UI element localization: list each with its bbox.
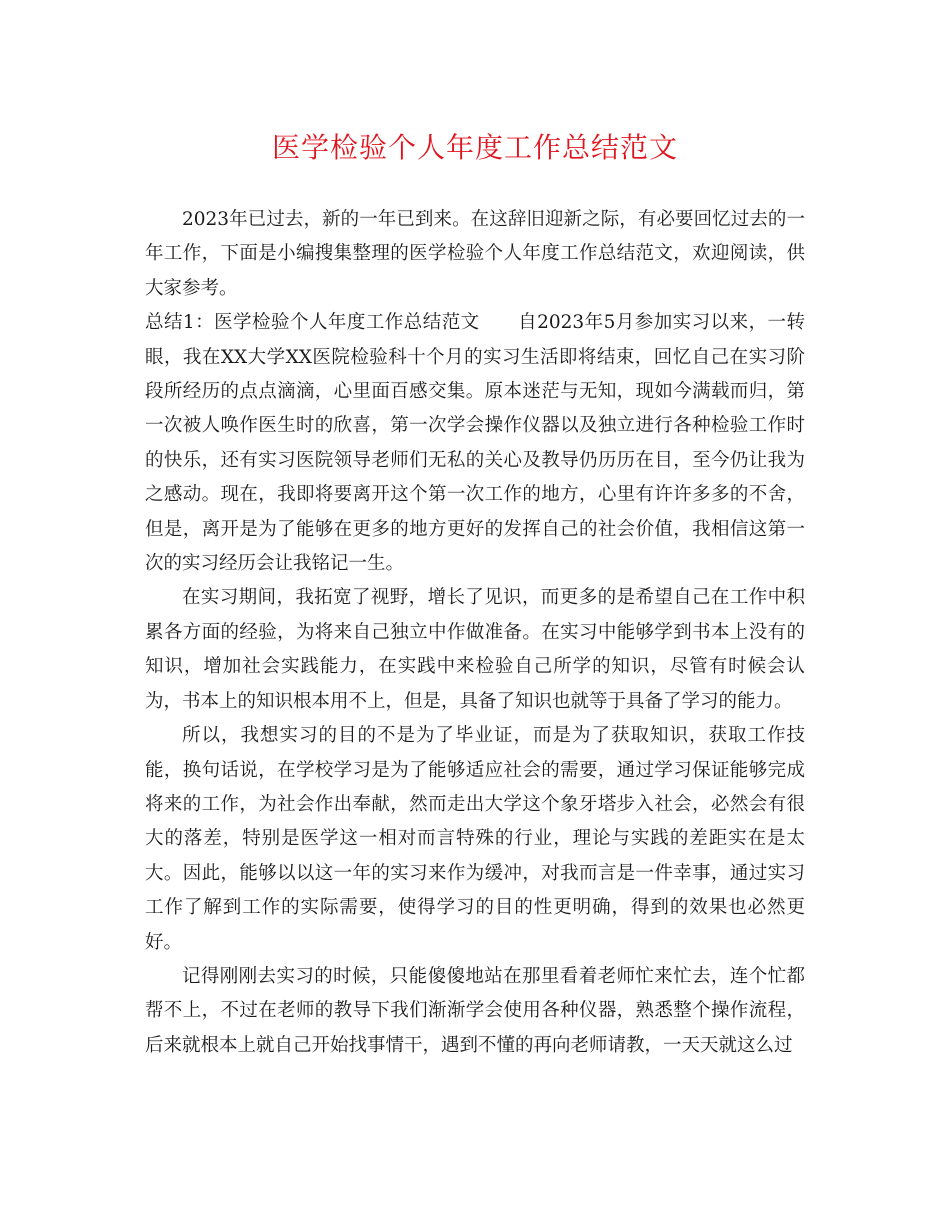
body-paragraph: 所以，我想实习的目的不是为了毕业证，而是为了获取知识，获取工作技能，换句话说，在学校学习是为了能够适应社会的需要，通过学习保证能够完成将来的工作，为社会作出奉献，然而走出大学这个象牙塔步入社会，必然会有很大的落差，特别是医学这一相对而言特殊的行业，理论与实践的差距实在是太大。因此，能够以以这一年的实习来作为缓冲，对我而言是一件幸事，通过实习工作了解到工作的实际需要，使得学习的目的性更明确，得到的效果也必然更好。 xyxy=(145,725,805,953)
section-heading: 总结1：医学检验个人年度工作总结范文 xyxy=(145,312,480,334)
body-paragraph: 在实习期间，我拓宽了视野，增长了见识，而更多的是希望自己在工作中积累各方面的经验，为将来自己独立中作做准备。在实习中能够学到书本上没有的知识，增加社会实践能力，在实践中来检验自己所学的知识，尽管有时候会认为，书本上的知识根本用不上，但是，具备了知识也就等于具备了学习的能力。 xyxy=(145,587,805,712)
body-paragraph: 记得刚刚去实习的时候，只能傻傻地站在那里看着老师忙来忙去，连个忙都帮不上，不过在老师的教导下我们渐渐学会使用各种仪器，熟悉整个操作流程，后来就根本上就自己开始找事情干，遇到不懂的再向老师请教，一天天就这么过 xyxy=(145,965,805,1056)
document-body xyxy=(145,203,805,1063)
section-1-paragraph xyxy=(145,306,805,581)
document-title: 医学检验个人年度工作总结范文 xyxy=(271,131,678,164)
section-first-paragraph: 自2023年5月参加实习以来，一转眼，我在XX大学XX医院检验科十个月的实习生活即将结束，回忆自己在实习阶段所经历的点点滴滴，心里面百感交集。原本迷茫与无知，现如今满载而归，第一次被人唤作医生时的欣喜，第一次学会操作仪器以及独立进行各种检验工作时的快乐，还有实习医院领导老师们无私的关心及教导仍历历在目，至今仍让我为之感动。现在，我即将要离开这个第一次工作的地方，心里有许许多多的不舍，但是，离开是为了能够在更多的地方更好的发挥自己的社会价值，我相信这第一次的实习经历会让我铭记一生。 xyxy=(145,312,805,575)
intro-paragraph: 2023年已过去，新的一年已到来。在这辞旧迎新之际，有必要回忆过去的一年工作，下面是小编搜集整理的医学检验个人年度工作总结范文，欢迎阅读，供大家参考。 xyxy=(145,209,805,299)
